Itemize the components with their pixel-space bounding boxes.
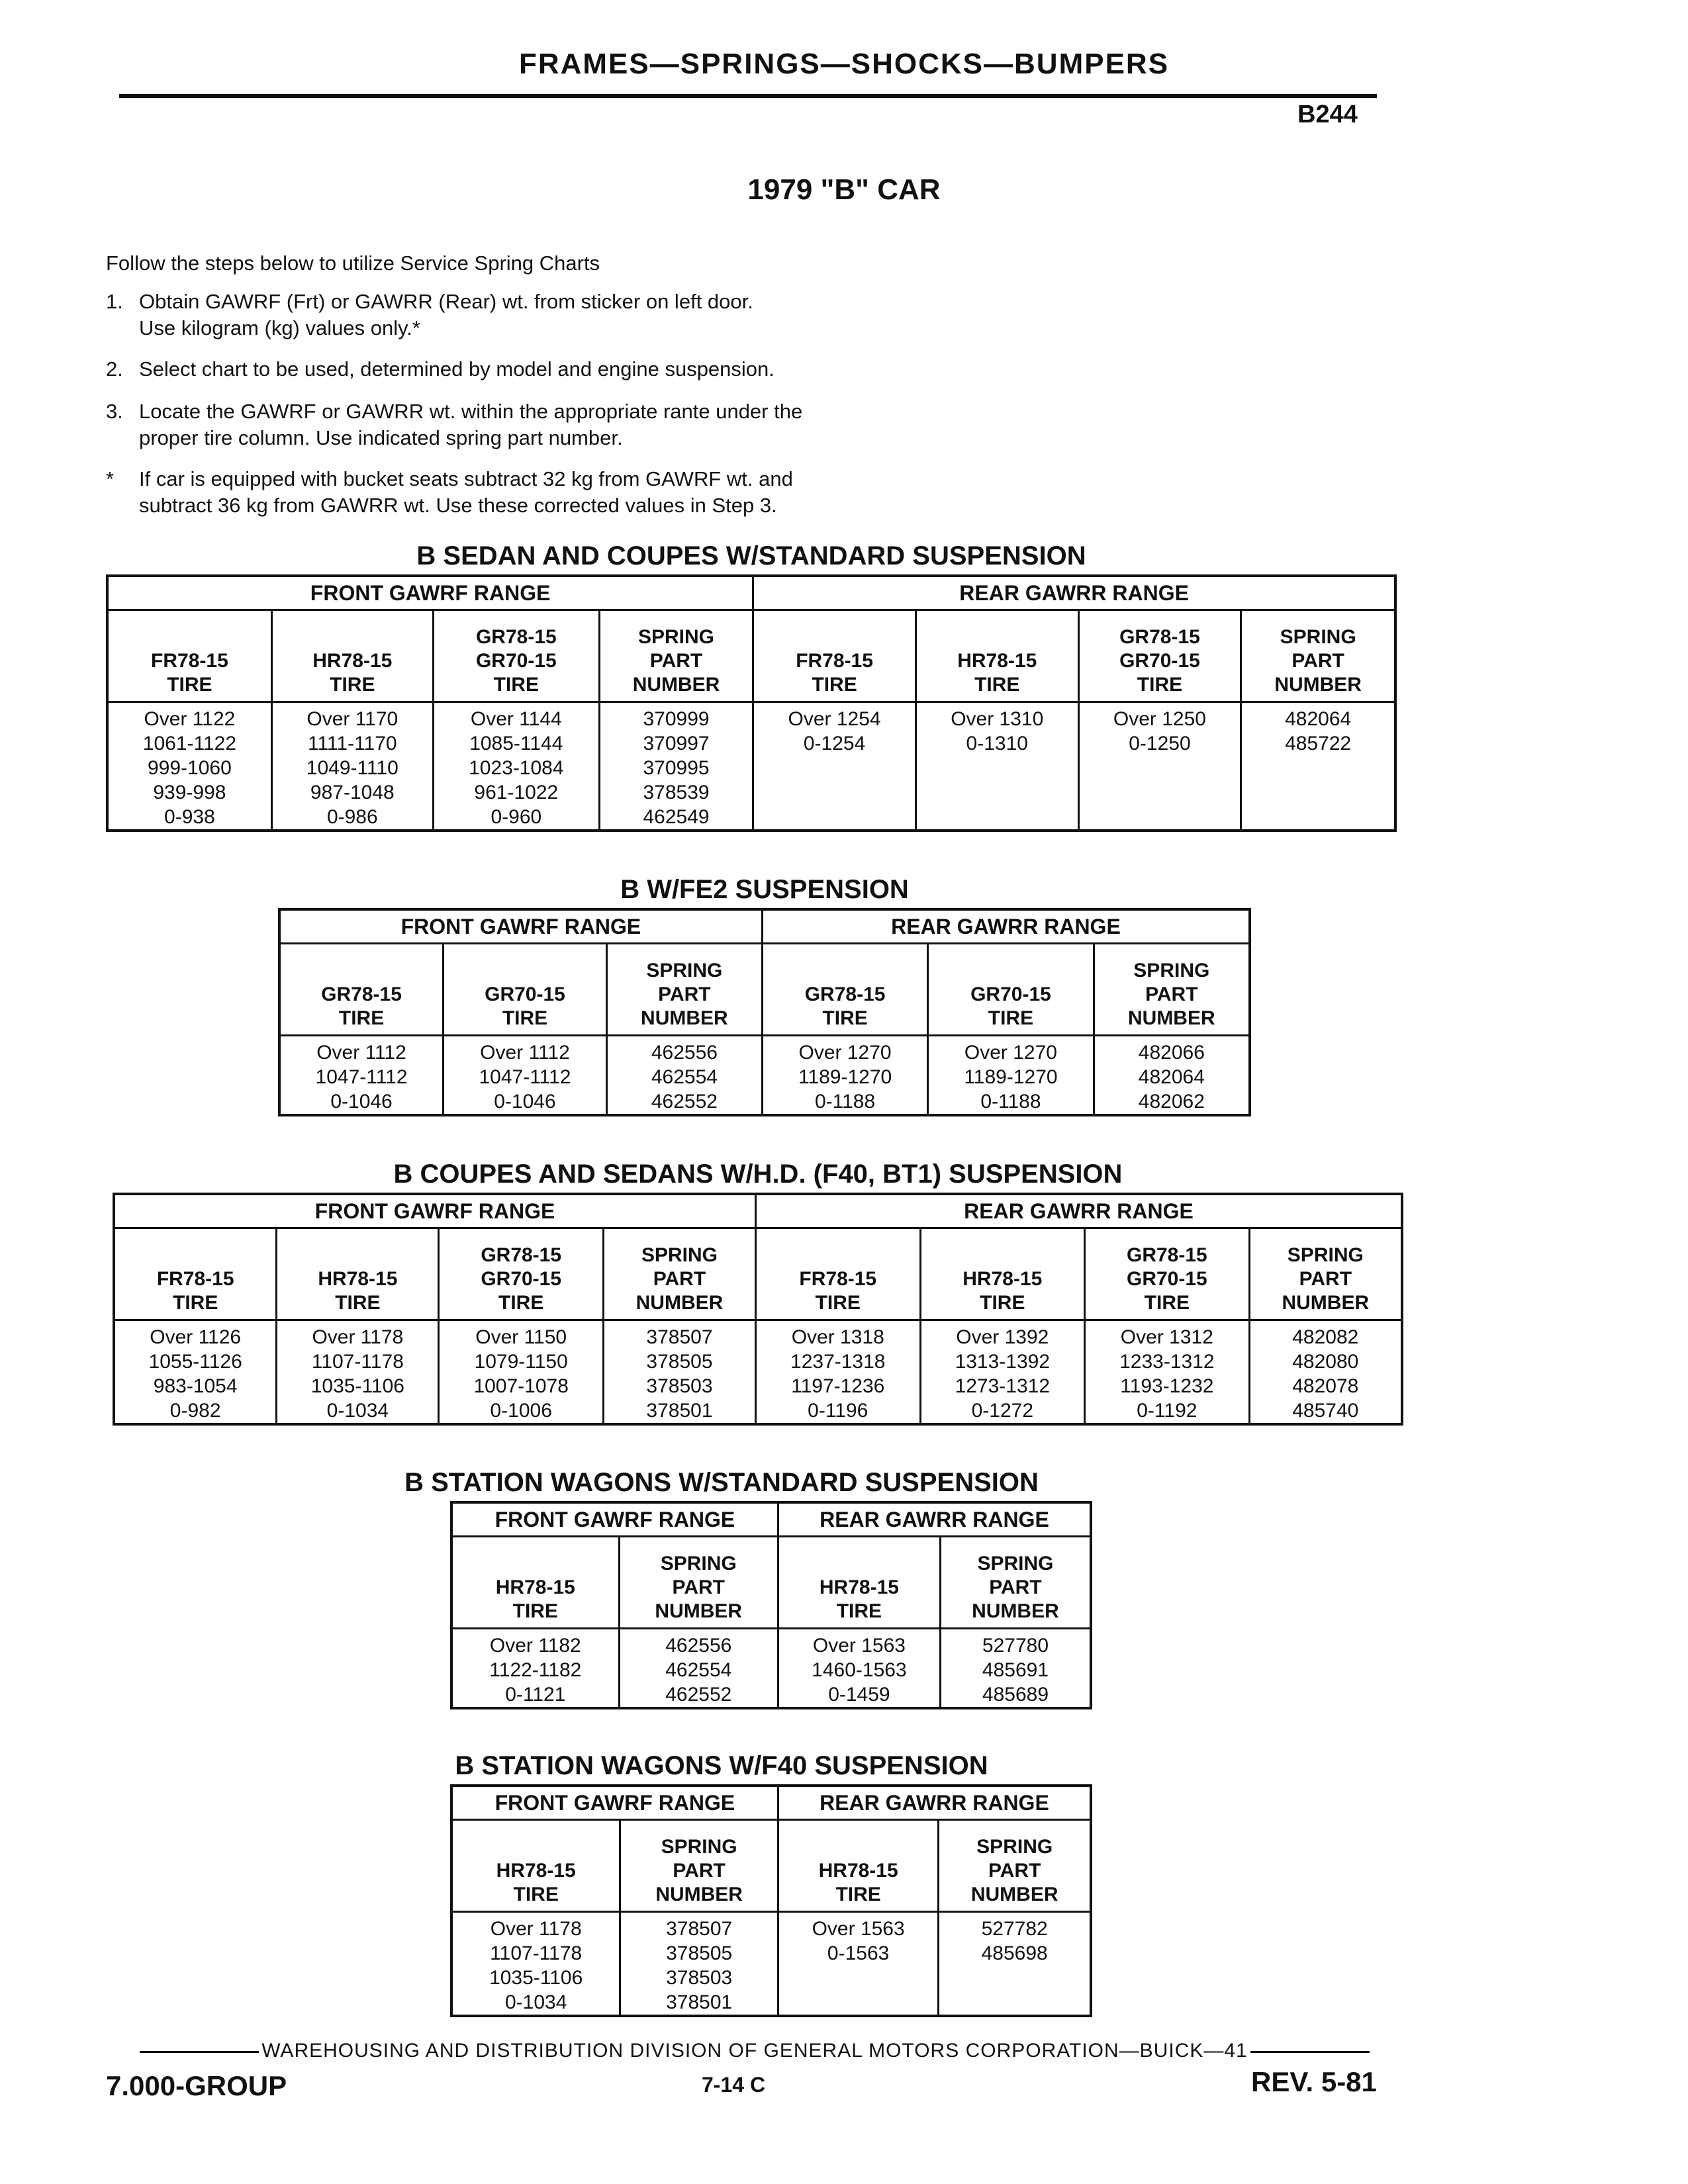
column-header-line: NUMBER	[1274, 674, 1362, 696]
column-header-line: TIRE	[1144, 1292, 1190, 1314]
value: 0-1272	[971, 1400, 1034, 1422]
front-range-header: FRONT GAWRF RANGE	[114, 1194, 755, 1228]
instruction-step-2	[106, 356, 966, 383]
column-header-line: PART	[649, 650, 703, 672]
instruction-step-1	[106, 289, 966, 341]
value: 462554	[651, 1066, 718, 1088]
column-header-line: HR78-15	[957, 650, 1037, 672]
column-header-line: NUMBER	[1127, 1007, 1215, 1029]
column-header	[603, 1228, 755, 1320]
column-header-line: TIRE	[974, 674, 1020, 696]
value-cell	[1094, 1036, 1250, 1116]
value: 1189-1270	[798, 1066, 892, 1088]
column-header	[107, 610, 271, 702]
column-header-line: TIRE	[988, 1007, 1034, 1029]
column-header	[928, 944, 1094, 1036]
value: 462556	[651, 1042, 718, 1064]
column-header-line: HR78-15	[819, 1576, 899, 1598]
column-header-line: TIRE	[498, 1292, 544, 1314]
column-header-line: GR78-15	[321, 983, 402, 1005]
column-header-line: NUMBER	[972, 1600, 1059, 1622]
step-number: 1.	[106, 290, 123, 313]
column-header-line: TIRE	[493, 674, 539, 696]
spring-chart	[450, 1784, 1092, 2017]
value-cell	[778, 1629, 940, 1709]
value: 0-1563	[827, 1942, 890, 1964]
step-text: Obtain GAWRF (Frt) or GAWRR (Rear) wt. from sticker on left door.	[139, 290, 753, 313]
instructions-intro: Follow the steps below to utilize Service Spring Charts	[106, 251, 600, 275]
table-title: B W/FE2 SUSPENSION	[620, 875, 909, 904]
column-header-line: GR78-15	[1126, 1244, 1207, 1266]
range-header-row	[279, 909, 1250, 944]
value: Over 1563	[812, 1635, 906, 1657]
column-header	[114, 1228, 277, 1320]
value: 961-1022	[474, 782, 559, 803]
column-header-line: TIRE	[836, 1600, 882, 1622]
spring-chart	[113, 1193, 1403, 1426]
column-header-line: SPRING	[1287, 1244, 1364, 1266]
value: 0-1188	[980, 1091, 1041, 1113]
value: 1189-1270	[964, 1066, 1058, 1088]
column-header-line: GR70-15	[475, 650, 557, 672]
column-header	[620, 1820, 778, 1912]
column-header-line: TIRE	[330, 674, 375, 696]
step-number: 2.	[106, 357, 123, 381]
range-header-row	[451, 1502, 1091, 1537]
column-header-line: TIRE	[822, 1007, 868, 1029]
value: Over 1312	[1120, 1326, 1213, 1348]
value: Over 1250	[1113, 708, 1206, 730]
value: 1055-1126	[148, 1351, 242, 1373]
value: 378505	[666, 1942, 733, 1964]
column-header-line: FR78-15	[799, 1268, 877, 1290]
value-cell	[920, 1320, 1085, 1425]
column-header	[599, 610, 753, 702]
section-title: FRAMES—SPRINGS—SHOCKS—BUMPERS	[518, 48, 1170, 80]
table-title: B SEDAN AND COUPES W/STANDARD SUSPENSION	[416, 541, 1086, 570]
column-header-row	[451, 1820, 1091, 1912]
step-text: Locate the GAWRF or GAWRR wt. within the appropriate rante under the	[139, 400, 803, 423]
column-header-line: SPRING	[646, 960, 723, 981]
value: 462549	[643, 806, 710, 828]
column-header	[1078, 610, 1241, 702]
value-cell	[755, 1320, 920, 1425]
column-header-line: TIRE	[815, 1292, 861, 1314]
header-rule	[119, 94, 1377, 98]
value: 378505	[646, 1351, 713, 1373]
value-cell	[619, 1629, 778, 1709]
spring-chart	[450, 1501, 1092, 1709]
value: Over 1170	[306, 708, 399, 730]
value: Over 1182	[489, 1635, 581, 1657]
value-cell	[433, 702, 599, 831]
value-cell	[1078, 702, 1241, 831]
value: Over 1122	[144, 708, 236, 730]
value: 370999	[643, 708, 710, 730]
value: 0-1121	[505, 1684, 566, 1706]
value: 378507	[666, 1918, 733, 1940]
value: 1023-1084	[469, 757, 564, 779]
table-title: B STATION WAGONS W/STANDARD SUSPENSION	[404, 1468, 1039, 1497]
value: 1007-1078	[473, 1375, 569, 1397]
column-header-line: TIRE	[335, 1292, 381, 1314]
value: 1460-1563	[812, 1659, 907, 1681]
column-header-line: PART	[1299, 1268, 1352, 1290]
column-header	[1249, 1228, 1402, 1320]
value-cell	[606, 1036, 762, 1116]
value-cell	[620, 1912, 778, 2017]
instruction-note	[106, 466, 966, 519]
page-code: B244	[1297, 101, 1358, 128]
instructions	[106, 250, 966, 531]
value: 0-1034	[504, 1991, 567, 2013]
column-header	[940, 1537, 1091, 1629]
value: Over 1318	[791, 1326, 884, 1348]
column-header	[1094, 944, 1250, 1036]
value-cell	[915, 702, 1078, 831]
value-cell	[1249, 1320, 1402, 1425]
column-header-line: SPRING	[1280, 626, 1356, 648]
value: 482064	[1285, 708, 1352, 730]
value: 462552	[665, 1684, 732, 1706]
value: 1061-1122	[142, 733, 237, 754]
table-row	[107, 702, 1395, 831]
value: 0-960	[491, 806, 542, 828]
value: Over 1126	[150, 1326, 242, 1348]
column-header-line: TIRE	[980, 1292, 1025, 1314]
value: 1047-1112	[479, 1066, 571, 1088]
column-header	[1085, 1228, 1250, 1320]
value: Over 1254	[788, 708, 881, 730]
value-cell	[940, 1629, 1091, 1709]
rear-range-header: REAR GAWRR RANGE	[762, 909, 1250, 944]
rear-range-header: REAR GAWRR RANGE	[778, 1502, 1091, 1537]
value-cell	[599, 702, 753, 831]
value: 485698	[981, 1942, 1048, 1964]
column-header-line: NUMBER	[655, 1600, 743, 1622]
value: Over 1112	[480, 1042, 570, 1064]
value: 462552	[651, 1091, 718, 1113]
column-header-line: SPRING	[1133, 960, 1210, 981]
rear-range-header: REAR GAWRR RANGE	[755, 1194, 1402, 1228]
value: 939-998	[153, 782, 226, 803]
column-header	[451, 1820, 620, 1912]
column-header-line: PART	[673, 1860, 726, 1882]
value: 370995	[643, 757, 710, 779]
column-header-line: PART	[1145, 983, 1198, 1005]
value: 1035-1106	[310, 1375, 404, 1397]
value-cell	[107, 702, 271, 831]
column-header	[1241, 610, 1395, 702]
value: 0-1192	[1137, 1400, 1197, 1422]
table-row	[279, 1036, 1250, 1116]
column-header-line: FR78-15	[156, 1268, 234, 1290]
column-header-line: HR78-15	[312, 650, 393, 672]
column-header-line: FR78-15	[151, 650, 228, 672]
value-cell	[444, 1036, 607, 1116]
spring-chart	[106, 574, 1397, 832]
column-header	[279, 944, 444, 1036]
instruction-step-3	[106, 398, 966, 451]
value-cell	[1241, 702, 1395, 831]
rear-range-header: REAR GAWRR RANGE	[753, 576, 1395, 610]
column-header-line: NUMBER	[970, 1884, 1058, 1905]
value: 482064	[1138, 1066, 1205, 1088]
value: 983-1054	[153, 1375, 238, 1397]
value: Over 1144	[470, 708, 562, 730]
column-header	[606, 944, 762, 1036]
column-header-line: NUMBER	[641, 1007, 728, 1029]
column-header-line: SPRING	[638, 626, 715, 648]
value-cell	[778, 1912, 938, 2017]
column-header	[433, 610, 599, 702]
column-header	[439, 1228, 604, 1320]
value-cell	[277, 1320, 439, 1425]
column-header-row	[107, 610, 1395, 702]
column-header-line: NUMBER	[655, 1884, 743, 1905]
value: 378507	[646, 1326, 713, 1348]
value: 482062	[1138, 1091, 1205, 1113]
column-header-line: TIRE	[835, 1884, 881, 1905]
column-header-line: GR78-15	[481, 1244, 562, 1266]
column-header-line: TIRE	[513, 1884, 559, 1905]
value: Over 1112	[316, 1042, 406, 1064]
value: 1107-1178	[311, 1351, 404, 1373]
column-header-row	[451, 1537, 1091, 1629]
step-text: Select chart to be used, determined by model and engine suspension.	[139, 357, 774, 381]
value: 0-1034	[326, 1400, 389, 1422]
range-header-row	[107, 576, 1395, 610]
column-header	[755, 1228, 920, 1320]
value: Over 1563	[812, 1918, 905, 1940]
value: 0-1196	[808, 1400, 868, 1422]
column-header-line: GR78-15	[804, 983, 886, 1005]
value: 482066	[1138, 1042, 1205, 1064]
note-text: subtract 36 kg from GAWRR wt. Use these corrected values in Step 3.	[139, 494, 777, 517]
column-header	[762, 944, 927, 1036]
value: 370997	[643, 733, 710, 754]
column-header-line: SPRING	[660, 1553, 737, 1574]
table-row	[114, 1320, 1402, 1425]
column-header	[920, 1228, 1085, 1320]
value-cell	[451, 1912, 620, 2017]
value: 482080	[1292, 1351, 1359, 1373]
value: 378503	[666, 1967, 733, 1989]
value: 999-1060	[148, 757, 232, 779]
value: 1111-1170	[308, 733, 397, 754]
value: 378501	[666, 1991, 733, 2013]
table-title: B STATION WAGONS W/F40 SUSPENSION	[455, 1751, 988, 1780]
column-header-line: PART	[653, 1268, 706, 1290]
column-header-row	[279, 944, 1250, 1036]
column-header	[277, 1228, 439, 1320]
column-header-line: TIRE	[173, 1292, 218, 1314]
column-header	[778, 1820, 938, 1912]
spring-chart	[278, 908, 1251, 1116]
column-header-line: HR78-15	[818, 1860, 898, 1882]
column-header-line: GR78-15	[1119, 626, 1200, 648]
range-header-row	[451, 1786, 1091, 1820]
column-header-line: GR70-15	[1126, 1268, 1207, 1290]
footer-page-number: 7-14 C	[702, 2073, 766, 2097]
column-header-line: SPRING	[977, 1553, 1054, 1574]
column-header-row	[114, 1228, 1402, 1320]
value: 462554	[665, 1659, 732, 1681]
value: Over 1178	[312, 1326, 404, 1348]
column-header	[939, 1820, 1091, 1912]
column-header	[753, 610, 916, 702]
column-header-line: HR78-15	[496, 1860, 576, 1882]
column-header	[271, 610, 433, 702]
value-cell	[114, 1320, 277, 1425]
value: 527782	[981, 1918, 1048, 1940]
column-header-line: PART	[989, 1576, 1042, 1598]
value: 0-1310	[966, 733, 1028, 754]
value: 0-1188	[814, 1091, 876, 1113]
column-header-line: TIRE	[338, 1007, 385, 1029]
column-header-line: TIRE	[502, 1007, 548, 1029]
column-header-line: NUMBER	[1282, 1292, 1370, 1314]
step-number: 3.	[106, 400, 123, 423]
footer-group: 7.000-GROUP	[106, 2070, 287, 2101]
value: 485691	[982, 1659, 1049, 1681]
value-cell	[753, 702, 916, 831]
column-header-line: HR78-15	[495, 1576, 575, 1598]
column-header-line: NUMBER	[632, 674, 720, 696]
column-header	[451, 1537, 619, 1629]
table-row	[451, 1629, 1091, 1709]
value: 1085-1144	[469, 733, 563, 754]
value: 0-1254	[803, 733, 866, 754]
value: 485689	[982, 1684, 1049, 1706]
column-header	[444, 944, 607, 1036]
column-header-line: TIRE	[812, 674, 857, 696]
value: 1237-1318	[790, 1351, 886, 1373]
value: 0-1046	[494, 1091, 556, 1113]
note-mark: *	[106, 467, 115, 490]
value: 1193-1232	[1120, 1375, 1214, 1397]
value: Over 1270	[798, 1042, 892, 1064]
column-header-line: GR70-15	[485, 983, 565, 1005]
footer-division-line	[126, 2040, 1383, 2062]
value-cell	[439, 1320, 604, 1425]
column-header	[778, 1537, 940, 1629]
value: Over 1392	[956, 1326, 1049, 1348]
value: 1197-1236	[791, 1375, 885, 1397]
column-header-line: SPRING	[976, 1836, 1053, 1858]
column-header-line: NUMBER	[635, 1292, 724, 1314]
value-cell	[451, 1629, 619, 1709]
document-title: 1979 "B" CAR	[747, 173, 941, 206]
column-header-line: SPRING	[641, 1244, 718, 1266]
range-header-row	[114, 1194, 1402, 1228]
value: 1233-1312	[1119, 1351, 1215, 1373]
value: Over 1178	[490, 1918, 582, 1940]
value: 482078	[1292, 1375, 1359, 1397]
column-header-line: PART	[1291, 650, 1344, 672]
column-header-line: GR70-15	[1119, 650, 1200, 672]
value-cell	[279, 1036, 444, 1116]
step-text: Use kilogram (kg) values only.*	[139, 316, 420, 340]
value: 527780	[982, 1635, 1049, 1657]
front-range-header: FRONT GAWRF RANGE	[279, 909, 762, 944]
value: 485740	[1292, 1400, 1359, 1422]
value-cell	[939, 1912, 1091, 2017]
value: 462556	[665, 1635, 732, 1657]
value: 987-1048	[310, 782, 395, 803]
column-header-line: SPRING	[661, 1836, 737, 1858]
value: 1313-1392	[955, 1351, 1051, 1373]
value: 0-1459	[828, 1684, 890, 1706]
front-range-header: FRONT GAWRF RANGE	[451, 1502, 778, 1537]
column-header	[915, 610, 1078, 702]
column-header-line: PART	[672, 1576, 725, 1598]
value: 1079-1150	[474, 1351, 568, 1373]
rear-range-header: REAR GAWRR RANGE	[778, 1786, 1091, 1820]
value-cell	[271, 702, 433, 831]
column-header-line: TIRE	[1137, 674, 1183, 696]
column-header-line: HR78-15	[962, 1268, 1043, 1290]
footer-revision: REV. 5-81	[1251, 2066, 1377, 2097]
column-header-line: PART	[658, 983, 711, 1005]
value: 1273-1312	[955, 1375, 1051, 1397]
value: 1035-1106	[489, 1967, 583, 1989]
value-cell	[928, 1036, 1094, 1116]
value: Over 1310	[951, 708, 1044, 730]
column-header	[619, 1537, 778, 1629]
value: 1107-1178	[490, 1942, 583, 1964]
value-cell	[603, 1320, 755, 1425]
front-range-header: FRONT GAWRF RANGE	[451, 1786, 778, 1820]
column-header-line: GR70-15	[481, 1268, 562, 1290]
column-header-line: TIRE	[512, 1600, 558, 1622]
note-text: If car is equipped with bucket seats subtract 32 kg from GAWRF wt. and	[139, 467, 793, 490]
value-cell	[762, 1036, 927, 1116]
front-range-header: FRONT GAWRF RANGE	[107, 576, 753, 610]
value: 0-1006	[490, 1400, 552, 1422]
column-header-line: GR78-15	[475, 626, 557, 648]
value: 485722	[1285, 733, 1352, 754]
value: 0-982	[169, 1400, 221, 1422]
value: Over 1150	[475, 1326, 567, 1348]
value: 1047-1112	[315, 1066, 408, 1088]
column-header-line: FR78-15	[796, 650, 873, 672]
value: 0-1046	[330, 1091, 393, 1113]
value: 378501	[646, 1400, 713, 1422]
column-header-line: PART	[988, 1860, 1041, 1882]
value: 482082	[1292, 1326, 1359, 1348]
table-title: B COUPES AND SEDANS W/H.D. (F40, BT1) SUSPENSION	[393, 1160, 1123, 1189]
footer-division-text: WAREHOUSING AND DISTRIBUTION DIVISION OF GENERAL MOTORS CORPORATION—BUICK—41	[261, 2040, 1248, 2062]
value: 0-986	[326, 806, 378, 828]
column-header-line: GR70-15	[970, 983, 1051, 1005]
column-header-line: HR78-15	[318, 1268, 398, 1290]
value: 0-938	[164, 806, 215, 828]
value: 0-1250	[1129, 733, 1191, 754]
value: 378539	[643, 782, 710, 803]
value-cell	[1085, 1320, 1250, 1425]
value: Over 1270	[964, 1042, 1057, 1064]
step-text: proper tire column. Use indicated spring part number.	[139, 426, 623, 449]
table-row	[451, 1912, 1091, 2017]
footer-rule-left	[140, 2051, 259, 2053]
value: 1049-1110	[306, 757, 399, 779]
value: 1122-1182	[489, 1659, 582, 1681]
value: 378503	[646, 1375, 713, 1397]
footer-rule-right	[1250, 2051, 1370, 2053]
column-header-line: TIRE	[167, 674, 212, 696]
